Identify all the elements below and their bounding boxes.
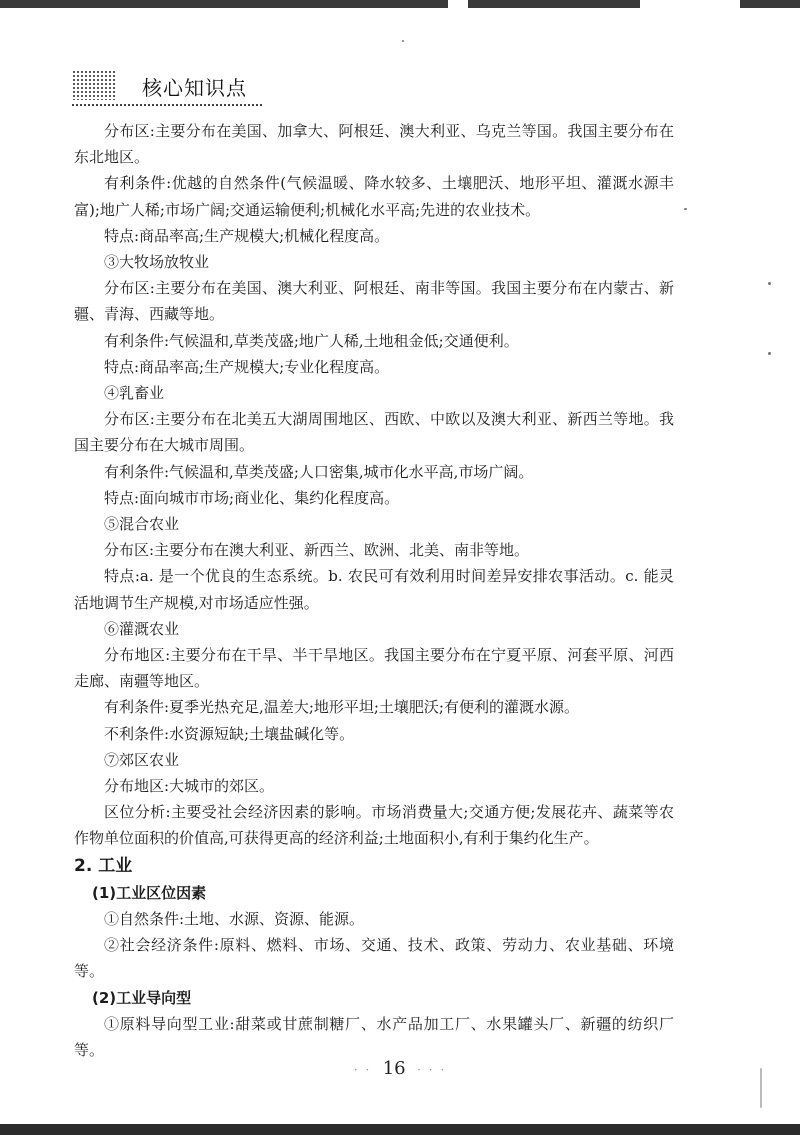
paragraph: 分布地区:大城市的郊区。 [104, 777, 275, 796]
paragraph: 特点:商品率高;生产规模大;专业化程度高。 [104, 357, 390, 376]
page-number: 16 [382, 1058, 406, 1079]
subsection-title: ⑤混合农业 [104, 515, 180, 534]
scan-speck [684, 208, 687, 210]
document-body [74, 118, 674, 1063]
paragraph: ②社会经济条件:原料、燃料、市场、交通、技术、政策、劳动力、农业基础、环境等。 [74, 936, 674, 981]
footer-dots-left: · · [353, 1063, 372, 1077]
subsection-title: ③大牧场放牧业 [104, 253, 210, 272]
paragraph: 分布区:主要分布在美国、加拿大、阿根廷、澳大利亚、乌克兰等国。我国主要分布在东北地区。 [74, 122, 674, 167]
paragraph: 有利条件:气候温和,草类茂盛;地广人稀,土地租金低;交通便利。 [104, 331, 519, 350]
paragraph: 分布区:主要分布在美国、澳大利亚、阿根廷、南非等国。我国主要分布在内蒙古、新疆、青海、西藏等地。 [74, 279, 674, 324]
paragraph: 不利条件:水资源短缺;土壤盐碱化等。 [104, 724, 355, 743]
subsection-title: ④乳畜业 [104, 384, 165, 403]
paragraph: 分布区:主要分布在北美五大湖周围地区、西欧、中欧以及澳大利亚、新西兰等地。我国主要分布在大城市周围。 [74, 410, 674, 455]
paragraph: 区位分析:主要受社会经济因素的影响。市场消费量大;交通方便;发展花卉、蔬菜等农作物单位面积的价值高,可获得更高的经济利益;土地面积小,有利于集约化生产。 [74, 803, 674, 848]
top-border-gap [448, 0, 468, 8]
bottom-scan-border [0, 1124, 800, 1135]
subsection-title: ⑦郊区农业 [104, 750, 180, 769]
footer-dots-right: · · · [417, 1063, 447, 1077]
paragraph: 分布区:主要分布在澳大利亚、新西兰、欧洲、北美、南非等地。 [104, 541, 530, 560]
subsection-title: ⑥灌溉农业 [104, 619, 180, 638]
section-heading-industry: 2. 工业 [74, 855, 133, 876]
paragraph: 有利条件:夏季光热充足,温差大;地形平坦;土壤肥沃;有便利的灌溉水源。 [104, 698, 579, 717]
scan-speck [768, 352, 771, 355]
header-halftone-badge [72, 70, 116, 100]
paragraph: ①原料导向型工业:甜菜或甘蔗制糖厂、水产品加工厂、水果罐头厂、新疆的纺织厂等。 [74, 1014, 674, 1059]
scan-speck [402, 40, 404, 42]
paragraph: 分布地区:主要分布在干旱、半干旱地区。我国主要分布在宁夏平原、河套平原、河西走廊、南疆等地区。 [74, 646, 674, 691]
paragraph: 特点:a. 是一个优良的生态系统。b. 农民可有效利用时间差异安排农事活动。c. 能灵活地调节生产规模,对市场适应性强。 [74, 567, 674, 612]
paragraph: 特点:面向城市市场;商业化、集约化程度高。 [104, 488, 400, 507]
top-border-gap [640, 0, 740, 8]
paragraph: ①自然条件:土地、水源、资源、能源。 [104, 909, 365, 928]
paragraph: 特点:商品率高;生产规模大;机械化程度高。 [104, 226, 390, 245]
paragraph: 有利条件:气候温和,草类茂盛;人口密集,城市化水平高,市场广阔。 [104, 462, 534, 481]
subheading-industry-orientation: (2)工业导向型 [92, 988, 192, 1007]
page-title: 核心知识点 [142, 76, 247, 100]
subheading-location-factors: (1)工业区位因素 [92, 883, 207, 902]
header-underline [72, 104, 262, 106]
scan-speck [760, 1068, 762, 1108]
scan-speck [768, 282, 771, 285]
section-header [72, 66, 272, 106]
paragraph: 有利条件:优越的自然条件(气候温暖、降水较多、土壤肥沃、地形平坦、灌溉水源丰富);地广人稀;市场广阔;交通运输便利;机械化水平高;先进的农业技术。 [74, 174, 674, 219]
page-footer [0, 1058, 800, 1079]
